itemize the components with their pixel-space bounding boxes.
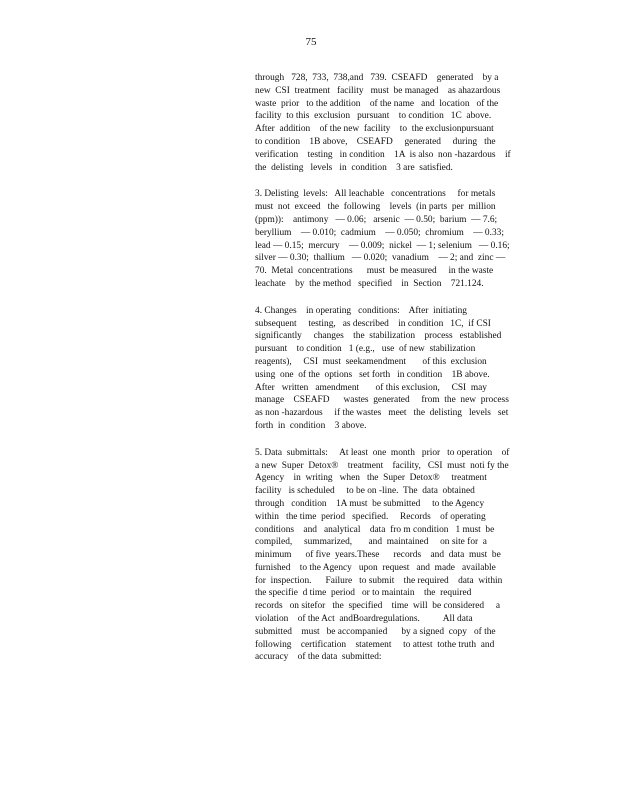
text-line: silver — 0.30; thallium — 0.020; vanadium — 2; and zinc — (255, 253, 506, 264)
text-line: violation of the Act andBoardregulations. All data (255, 614, 473, 625)
paragraph-continuation (255, 72, 543, 174)
text-line: conditions and analytical data fro m condition 1 must be (255, 524, 495, 535)
text-line: 70. Metal concentrations must be measured in the waste (255, 266, 494, 277)
text-line: facility is scheduled to be on -line. The data obtained (255, 486, 475, 497)
text-line: reagents), CSI must seekamendment of this exclusion (255, 356, 487, 367)
text-line: pursuant to condition 1 (e.g., use of new stabilization (255, 344, 476, 355)
text-line: a new Super Detox® treatment facility, CSI must noti fy the (255, 460, 509, 471)
text-line: the specifie d time period or to maintain the required (255, 588, 472, 599)
page-number: 75 (305, 36, 317, 48)
text-line: as non -hazardous if the wastes meet the delisting levels set (255, 408, 509, 419)
text-line: following certification statement to attest tothe truth and (255, 639, 495, 650)
text-line: for inspection. Failure to submit the required data within (255, 575, 503, 586)
text-line: furnished to the Agency upon request and made available (255, 562, 496, 573)
text-line: After written amendment of this exclusion, CSI may (255, 382, 487, 393)
text-line: using one of the options set forth in condition 1B above. (255, 369, 490, 380)
text-line: submitted must be accompanied by a signed copy of the (255, 626, 496, 637)
text-line: beryllium — 0.010; cadmium — 0.050; chromium — 0.33; (255, 227, 504, 238)
text-line: compiled, summarized, and maintained on site for a (255, 537, 487, 548)
text-line: (ppm)): antimony — 0.06; arsenic — 0.50; barium — 7.6; (255, 214, 498, 225)
paragraph-data-submittals (255, 447, 543, 665)
text-line: After addition of the new facility to the exclusionpursuant (255, 124, 494, 135)
document-body (255, 72, 543, 678)
text-line: within the time period specified. Records of operating (255, 511, 486, 522)
text-line: 5. Data submittals: At least one month prior to operation of (255, 447, 510, 458)
text-line: subsequent testing, as described in condition 1C, if CSI (255, 318, 491, 329)
paragraph-delisting-levels (255, 188, 543, 290)
text-line: through 728, 733, 738,and 739. CSEAFD generated by a (255, 73, 499, 83)
text-line: the delisting levels in condition 3 are satisfied. (255, 162, 453, 173)
text-line: facility to this exclusion pursuant to condition 1C above. (255, 111, 492, 122)
text-line: significantly changes the stabilization process established (255, 331, 502, 342)
text-line: new CSI treatment facility must be managed as ahazardous (255, 85, 501, 96)
text-line: 3. Delisting levels: All leachable concentrations for metals (255, 189, 496, 200)
paragraph-changes-operating-conditions (255, 305, 543, 433)
text-line: to condition 1B above, CSEAFD generated during the (255, 136, 496, 147)
text-line: forth in condition 3 above. (255, 420, 367, 431)
text-line: leachate by the method specified in Section 721.124. (255, 278, 484, 289)
text-line: records on sitefor the specified time will be considered a (255, 601, 500, 612)
text-line: Agency in writing when the Super Detox® treatment (255, 473, 487, 484)
text-line: 4. Changes in operating conditions: After initiating (255, 305, 467, 316)
text-line: minimum of five years.These records and data must be (255, 550, 501, 561)
text-line: must not exceed the following levels (in parts per million (255, 202, 496, 213)
text-line: manage CSEAFD wastes generated from the new process (255, 395, 509, 406)
text-line: waste prior to the addition of the name and location of the (255, 98, 499, 109)
text-line: verification testing in condition 1A is also non -hazardous if (255, 149, 511, 160)
text-line: lead — 0.15; mercury — 0.009; nickel — 1; selenium — 0.16; (255, 240, 510, 251)
text-line: through condition 1A must be submitted to the Agency (255, 498, 485, 509)
text-line: accuracy of the data submitted: (255, 652, 382, 663)
